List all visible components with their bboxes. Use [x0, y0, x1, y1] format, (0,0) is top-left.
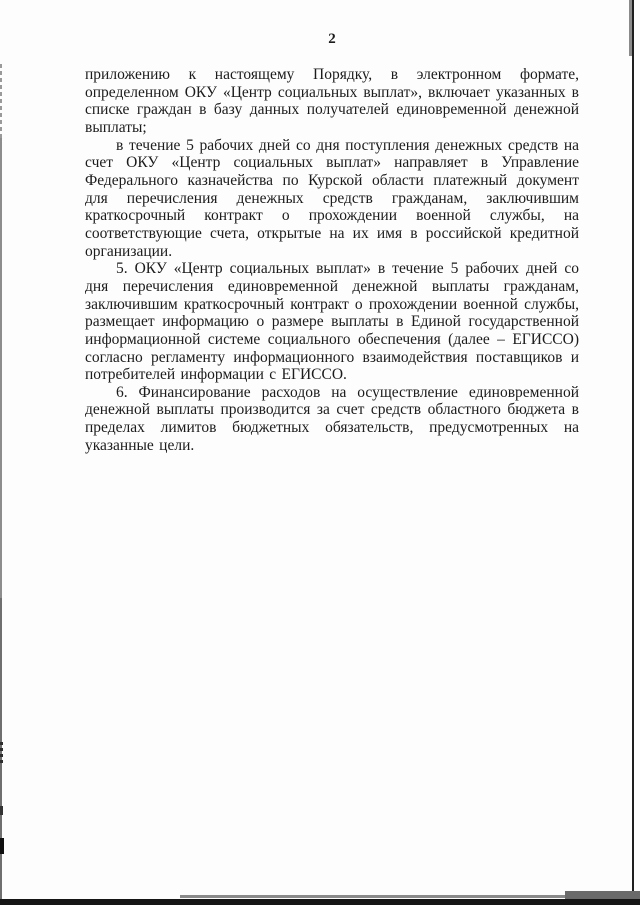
scan-artifact-bottom-right-smudge	[565, 891, 640, 899]
paragraph-continuation-inclusion-in-database: приложению к настоящему Порядку, в электронном формате, определенном ОКУ «Центр социальных выплат», включает указанных в списке граждан в базу данных получателей единовременной денежной выплаты;	[85, 66, 579, 136]
scan-artifact-bottom-edge-bar	[0, 899, 640, 905]
paragraph-payment-transfer-5-days: в течение 5 рабочих дней со дня поступления денежных средств на счет ОКУ «Центр социальных выплат» направляет в Управление Федерального казначейства по Курской области платежный документ для перечисления денежных средств гражданам, заключившим краткосрочный контракт о прохождении военной службы, на соответствующие счета, открытые на их имя в российской кредитной организации.	[85, 136, 579, 260]
scan-artifact-left-mark-lower	[0, 838, 4, 854]
paragraph-clause-5-egisso: 5. ОКУ «Центр социальных выплат» в течение 5 рабочих дней со дня перечисления единовременной денежной выплаты гражданам, заключившим краткосрочный контракт о прохождении военной службы, размещает информацию о размере выплаты в Единой государственной информационной системе социального обеспечения (далее – ЕГИССО) согласно регламенту информационного взаимодействия поставщиков и потребителей информации с ЕГИССО.	[85, 260, 579, 384]
page-number: 2	[328, 31, 336, 47]
page-content	[85, 30, 579, 454]
scan-artifact-bottom-gray-band	[180, 895, 565, 898]
scan-artifact-right-edge-line	[632, 0, 634, 905]
paragraph-clause-6-financing: 6. Финансирование расходов на осуществление единовременной денежной выплаты производится за счет средств областного бюджета в пределах лимитов бюджетных обязательств, предусмотренных на указанные цели.	[85, 383, 579, 454]
scan-artifact-left-edge-line	[0, 138, 2, 905]
scan-artifact-left-mark-middle	[0, 806, 3, 815]
scan-artifact-left-dashed-line	[0, 64, 2, 138]
scan-artifact-left-mark-upper	[0, 742, 3, 766]
